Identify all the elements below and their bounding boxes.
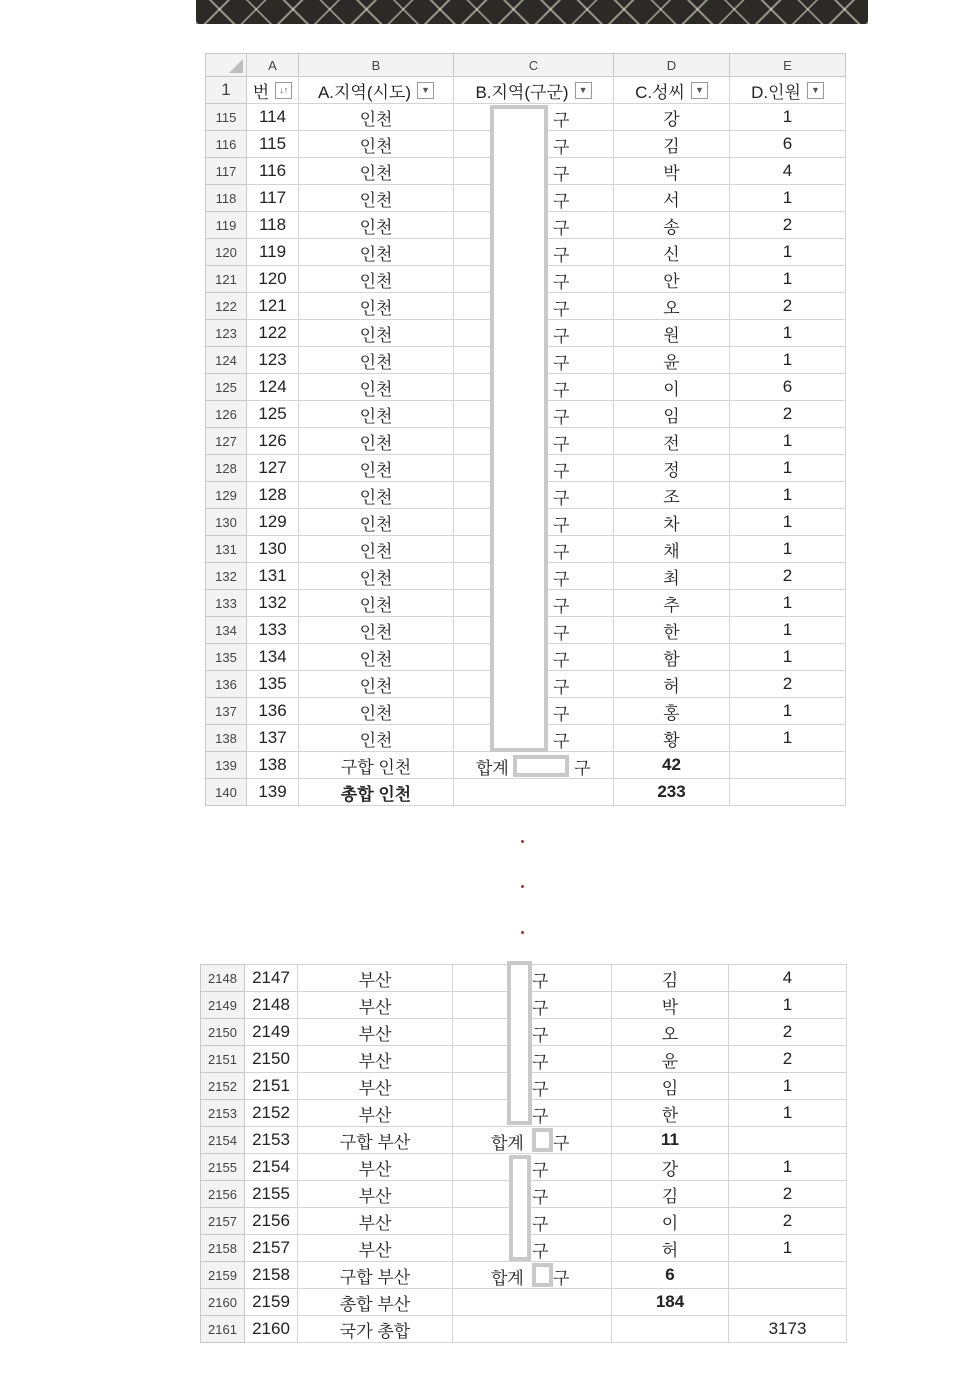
cell-count[interactable] [730,752,846,779]
row-number[interactable]: 2153 [201,1100,245,1127]
cell-count[interactable]: 1 [730,617,846,644]
cell-number[interactable]: 2148 [245,992,298,1019]
row-number[interactable]: 133 [206,590,247,617]
cell-count[interactable]: 2 [730,563,846,590]
row-number[interactable]: 122 [206,293,247,320]
cell-surname[interactable]: 안 [614,266,730,293]
cell-region-sido[interactable]: 인천 [299,644,454,671]
grand-total-row [201,1316,847,1343]
row-number[interactable]: 118 [206,185,247,212]
cell-surname[interactable]: 전 [614,428,730,455]
gu-suffix: 구 [553,651,570,670]
gu-suffix: 구 [532,972,549,991]
cell-count[interactable] [730,779,846,806]
region-gugun-cell[interactable] [453,1100,612,1127]
cell-surname[interactable]: 허 [614,671,730,698]
ellipsis-dot [521,840,524,843]
cell-surname[interactable]: 김 [614,131,730,158]
row-number[interactable]: 2149 [201,992,245,1019]
cell-number[interactable]: 135 [247,671,299,698]
gu-suffix: 구 [553,1134,570,1153]
cell-region-sido[interactable]: 부산 [298,1100,453,1127]
cell-count[interactable] [729,1289,847,1316]
cell-region-sido[interactable]: 부산 [298,1208,453,1235]
cell-region-sido[interactable]: 부산 [298,992,453,1019]
cell-surname[interactable]: 박 [612,992,729,1019]
gu-suffix: 구 [553,624,570,643]
cell-count[interactable]: 3173 [729,1316,847,1343]
filter-dropdown-icon[interactable]: ▼ [807,82,824,99]
cell-region-sido[interactable]: 구합 인천 [299,752,454,779]
row-number[interactable]: 2159 [201,1262,245,1289]
cell-surname[interactable]: 허 [612,1235,729,1262]
cell-surname[interactable]: 추 [614,590,730,617]
header-cell-surname[interactable]: C.성씨 ▼ [614,77,730,104]
row-number[interactable]: 2155 [201,1154,245,1181]
column-header-c[interactable]: C [454,54,614,77]
cell-number[interactable]: 116 [247,158,299,185]
cell-region-sido[interactable]: 인천 [299,428,454,455]
column-header-e[interactable]: E [730,54,846,77]
sort-filter-icon[interactable]: ↓↑ [275,82,292,99]
cell-surname[interactable]: 11 [612,1127,729,1154]
gu-suffix: 구 [532,1053,549,1072]
row-number[interactable]: 136 [206,671,247,698]
cell-surname[interactable]: 정 [614,455,730,482]
cell-count[interactable]: 4 [729,965,847,992]
cell-count[interactable]: 1 [730,455,846,482]
cell-region-sido[interactable]: 부산 [298,1019,453,1046]
cell-number[interactable]: 119 [247,239,299,266]
gu-suffix: 구 [553,192,570,211]
row-number[interactable]: 2158 [201,1235,245,1262]
cell-count[interactable]: 1 [729,992,847,1019]
header-cell-region-sido[interactable]: A.지역(시도) ▼ [299,77,454,104]
cell-number[interactable]: 133 [247,617,299,644]
cell-count[interactable]: 2 [729,1019,847,1046]
gu-suffix: 구 [574,759,591,778]
header-cell-number[interactable]: 번 ↓↑ [247,77,299,104]
subtotal-row [201,1127,847,1154]
gu-suffix: 구 [532,1026,549,1045]
row-number[interactable]: 140 [206,779,247,806]
cell-number[interactable]: 123 [247,347,299,374]
column-header-d[interactable]: D [614,54,730,77]
cell-number[interactable]: 120 [247,266,299,293]
sum-label: 합계 [491,1269,524,1288]
cell-region-sido[interactable]: 인천 [299,131,454,158]
cell-number[interactable]: 2152 [245,1100,298,1127]
cell-count[interactable] [729,1262,847,1289]
region-gugun-cell[interactable] [453,965,612,992]
cell-number[interactable]: 115 [247,131,299,158]
cell-region-sido[interactable]: 부산 [298,1154,453,1181]
filter-dropdown-icon[interactable]: ▼ [575,82,592,99]
cell-number[interactable]: 2154 [245,1154,298,1181]
row-number[interactable]: 124 [206,347,247,374]
cell-surname[interactable]: 184 [612,1289,729,1316]
table-header-row [206,77,846,104]
gu-suffix: 구 [553,516,570,535]
row-number[interactable]: 1 [206,77,247,104]
row-number[interactable]: 128 [206,455,247,482]
cell-surname[interactable]: 신 [614,239,730,266]
gu-suffix: 구 [553,327,570,346]
column-header-b[interactable]: B [299,54,454,77]
cell-region-sido[interactable]: 인천 [299,590,454,617]
cell-surname[interactable]: 42 [614,752,730,779]
gu-suffix: 구 [553,300,570,319]
cell-surname[interactable]: 한 [612,1100,729,1127]
gu-suffix: 구 [532,1188,549,1207]
cropped-photo-strip [196,0,868,24]
cell-region-sido[interactable]: 인천 [299,563,454,590]
cell-region-sido[interactable]: 총합 부산 [298,1289,453,1316]
cell-surname[interactable]: 차 [614,509,730,536]
gu-suffix: 구 [553,678,570,697]
redaction-box [532,1128,553,1152]
cell-surname[interactable]: 김 [612,1181,729,1208]
cell-region-sido[interactable]: 부산 [298,1235,453,1262]
cell-count[interactable]: 2 [730,212,846,239]
column-header-row [206,54,846,77]
cell-region-sido[interactable]: 인천 [299,698,454,725]
cell-number[interactable]: 128 [247,482,299,509]
row-number[interactable]: 138 [206,725,247,752]
cell-region-sido[interactable]: 부산 [298,1073,453,1100]
cell-region-sido[interactable]: 인천 [299,482,454,509]
cell-region-sido[interactable]: 인천 [299,266,454,293]
cell-region-sido[interactable]: 인천 [299,185,454,212]
gu-suffix: 구 [532,1080,549,1099]
cell-surname[interactable]: 김 [612,965,729,992]
row-number[interactable]: 121 [206,266,247,293]
region-gugun-cell[interactable] [453,1046,612,1073]
cell-number[interactable]: 125 [247,401,299,428]
cell-region-sido[interactable]: 인천 [299,239,454,266]
cell-number[interactable]: 132 [247,590,299,617]
row-number[interactable]: 116 [206,131,247,158]
cell-count[interactable]: 1 [729,1154,847,1181]
gu-suffix: 구 [553,138,570,157]
row-number[interactable]: 129 [206,482,247,509]
cell-surname[interactable]: 한 [614,617,730,644]
select-all-corner[interactable] [206,54,247,77]
cell-number[interactable]: 2150 [245,1046,298,1073]
cell-count[interactable]: 1 [730,509,846,536]
region-gugun-cell[interactable] [454,779,614,806]
cell-surname[interactable]: 강 [614,104,730,131]
cell-number[interactable]: 2159 [245,1289,298,1316]
cell-surname[interactable]: 임 [612,1073,729,1100]
header-cell-count[interactable]: D.인원 ▼ [730,77,846,104]
cell-surname[interactable]: 서 [614,185,730,212]
cell-region-sido[interactable]: 인천 [299,320,454,347]
region-gugun-cell[interactable] [453,1289,612,1316]
cell-number[interactable]: 121 [247,293,299,320]
cell-number[interactable]: 129 [247,509,299,536]
column-header-a[interactable]: A [247,54,299,77]
cell-surname[interactable]: 원 [614,320,730,347]
cell-number[interactable]: 137 [247,725,299,752]
cell-surname[interactable]: 홍 [614,698,730,725]
cell-number[interactable]: 2156 [245,1208,298,1235]
gu-suffix: 구 [553,597,570,616]
row-number[interactable]: 115 [206,104,247,131]
cell-surname[interactable]: 이 [614,374,730,401]
cell-count[interactable]: 1 [730,536,846,563]
cell-number[interactable]: 134 [247,644,299,671]
cell-count[interactable]: 1 [730,185,846,212]
gu-suffix: 구 [553,408,570,427]
gu-suffix: 구 [532,999,549,1018]
redaction-box [507,961,532,1125]
region-gugun-cell[interactable] [453,1235,612,1262]
cell-count[interactable]: 1 [730,482,846,509]
cell-number[interactable]: 2153 [245,1127,298,1154]
cell-region-sido[interactable]: 부산 [298,1181,453,1208]
gu-suffix: 구 [553,273,570,292]
cell-number[interactable]: 130 [247,536,299,563]
cell-number[interactable]: 117 [247,185,299,212]
cell-surname[interactable]: 오 [612,1019,729,1046]
row-number[interactable]: 135 [206,644,247,671]
region-gugun-cell[interactable] [453,1154,612,1181]
cell-surname[interactable]: 윤 [614,347,730,374]
row-number[interactable]: 120 [206,239,247,266]
row-number[interactable]: 2151 [201,1046,245,1073]
cell-count[interactable]: 2 [730,401,846,428]
row-number[interactable]: 125 [206,374,247,401]
ellipsis-dot [521,931,524,934]
cell-surname[interactable]: 233 [614,779,730,806]
cell-region-sido[interactable]: 구합 부산 [298,1262,453,1289]
gu-suffix: 구 [553,543,570,562]
cell-region-sido[interactable]: 인천 [299,347,454,374]
total-row [201,1289,847,1316]
cell-number[interactable]: 139 [247,779,299,806]
cell-region-sido[interactable]: 인천 [299,536,454,563]
row-number[interactable]: 132 [206,563,247,590]
cell-number[interactable]: 2147 [245,965,298,992]
cell-surname[interactable]: 오 [614,293,730,320]
cell-number[interactable]: 126 [247,428,299,455]
cell-count[interactable]: 1 [730,104,846,131]
gu-suffix: 구 [553,111,570,130]
redaction-box [490,105,548,752]
cell-region-sido[interactable]: 인천 [299,293,454,320]
redaction-box [513,755,569,777]
header-cell-region-gugun[interactable]: B.지역(구군) ▼ [454,77,614,104]
row-number[interactable]: 2154 [201,1127,245,1154]
row-number[interactable]: 2148 [201,965,245,992]
row-number[interactable]: 2152 [201,1073,245,1100]
cell-number[interactable]: 136 [247,698,299,725]
row-number[interactable]: 2160 [201,1289,245,1316]
cell-count[interactable] [729,1127,847,1154]
cell-count[interactable]: 2 [729,1046,847,1073]
filter-dropdown-icon[interactable]: ▼ [417,82,434,99]
row-number[interactable]: 137 [206,698,247,725]
cell-count[interactable]: 1 [729,1100,847,1127]
cell-count[interactable]: 2 [730,293,846,320]
cell-region-sido[interactable]: 인천 [299,104,454,131]
cell-region-sido[interactable]: 인천 [299,725,454,752]
gu-suffix: 구 [532,1161,549,1180]
cell-count[interactable]: 2 [729,1181,847,1208]
redaction-box [532,1263,553,1287]
cell-region-sido[interactable]: 인천 [299,158,454,185]
cell-region-sido[interactable]: 인천 [299,401,454,428]
row-number[interactable]: 130 [206,509,247,536]
cell-number[interactable]: 124 [247,374,299,401]
cell-region-sido[interactable]: 인천 [299,509,454,536]
cell-region-sido[interactable]: 총합 인천 [299,779,454,806]
cell-surname[interactable]: 강 [612,1154,729,1181]
region-gugun-cell[interactable] [453,992,612,1019]
ellipsis-dot [521,885,524,888]
cell-region-sido[interactable]: 인천 [299,212,454,239]
cell-count[interactable]: 2 [729,1208,847,1235]
sum-label: 합계 [491,1134,524,1153]
gu-suffix: 구 [553,435,570,454]
gu-suffix: 구 [553,165,570,184]
row-number[interactable]: 2156 [201,1181,245,1208]
region-gugun-cell[interactable] [453,1019,612,1046]
cell-surname[interactable]: 윤 [612,1046,729,1073]
cell-surname[interactable]: 박 [614,158,730,185]
cell-region-sido[interactable]: 인천 [299,374,454,401]
cell-region-sido[interactable]: 국가 총합 [298,1316,453,1343]
cell-surname[interactable]: 황 [614,725,730,752]
cell-number[interactable]: 2160 [245,1316,298,1343]
gu-suffix: 구 [553,732,570,751]
gu-suffix: 구 [553,246,570,265]
cell-count[interactable]: 1 [729,1073,847,1100]
row-number[interactable]: 2157 [201,1208,245,1235]
cell-number[interactable]: 138 [247,752,299,779]
cell-count[interactable]: 1 [729,1235,847,1262]
total-row [206,779,846,806]
cell-count[interactable]: 1 [730,320,846,347]
gu-suffix: 구 [553,570,570,589]
cell-surname[interactable] [612,1316,729,1343]
cell-number[interactable]: 2158 [245,1262,298,1289]
cell-count[interactable]: 6 [730,374,846,401]
row-number[interactable]: 131 [206,536,247,563]
cell-number[interactable]: 114 [247,104,299,131]
cell-surname[interactable]: 6 [612,1262,729,1289]
row-number[interactable]: 123 [206,320,247,347]
gu-suffix: 구 [553,462,570,481]
cell-number[interactable]: 122 [247,320,299,347]
filter-dropdown-icon[interactable]: ▼ [691,82,708,99]
row-number[interactable]: 2150 [201,1019,245,1046]
cell-surname[interactable]: 이 [612,1208,729,1235]
cell-count[interactable]: 1 [730,428,846,455]
gu-suffix: 구 [553,354,570,373]
cell-region-sido[interactable]: 부산 [298,1046,453,1073]
cell-number[interactable]: 2157 [245,1235,298,1262]
region-gugun-cell[interactable] [453,1181,612,1208]
cell-region-sido[interactable]: 인천 [299,455,454,482]
cell-region-sido[interactable]: 부산 [298,965,453,992]
cell-number[interactable]: 2149 [245,1019,298,1046]
gu-suffix: 구 [553,219,570,238]
cell-count[interactable]: 1 [730,347,846,374]
cell-count[interactable]: 1 [730,590,846,617]
redaction-box [509,1155,531,1261]
gu-suffix: 구 [532,1107,549,1126]
cell-count[interactable]: 1 [730,698,846,725]
gu-suffix: 구 [553,1269,570,1288]
cell-surname[interactable]: 최 [614,563,730,590]
cell-surname[interactable]: 임 [614,401,730,428]
cell-region-sido[interactable]: 인천 [299,617,454,644]
cell-surname[interactable]: 채 [614,536,730,563]
region-gugun-cell[interactable] [453,1073,612,1100]
cell-number[interactable]: 118 [247,212,299,239]
region-gugun-cell[interactable] [453,1316,612,1343]
cell-surname[interactable]: 송 [614,212,730,239]
gu-suffix: 구 [553,381,570,400]
cell-number[interactable]: 131 [247,563,299,590]
gu-suffix: 구 [532,1215,549,1234]
row-number[interactable]: 2161 [201,1316,245,1343]
cell-count[interactable]: 1 [730,239,846,266]
gu-suffix: 구 [532,1242,549,1261]
sum-label: 합계 [476,759,509,778]
cell-number[interactable]: 127 [247,455,299,482]
cell-count[interactable]: 1 [730,725,846,752]
cell-count[interactable]: 6 [730,131,846,158]
cell-region-sido[interactable]: 인천 [299,671,454,698]
region-gugun-cell[interactable] [453,1208,612,1235]
cell-count[interactable]: 1 [730,266,846,293]
row-number[interactable]: 126 [206,401,247,428]
row-number[interactable]: 127 [206,428,247,455]
row-number[interactable]: 139 [206,752,247,779]
gu-suffix: 구 [553,489,570,508]
cell-count[interactable]: 2 [730,671,846,698]
cell-count[interactable]: 4 [730,158,846,185]
row-number[interactable]: 117 [206,158,247,185]
row-number[interactable]: 134 [206,617,247,644]
cell-surname[interactable]: 조 [614,482,730,509]
cell-number[interactable]: 2155 [245,1181,298,1208]
gu-suffix: 구 [553,705,570,724]
cell-region-sido[interactable]: 구합 부산 [298,1127,453,1154]
cell-surname[interactable]: 함 [614,644,730,671]
cell-count[interactable]: 1 [730,644,846,671]
row-number[interactable]: 119 [206,212,247,239]
subtotal-row [201,1262,847,1289]
cell-number[interactable]: 2151 [245,1073,298,1100]
